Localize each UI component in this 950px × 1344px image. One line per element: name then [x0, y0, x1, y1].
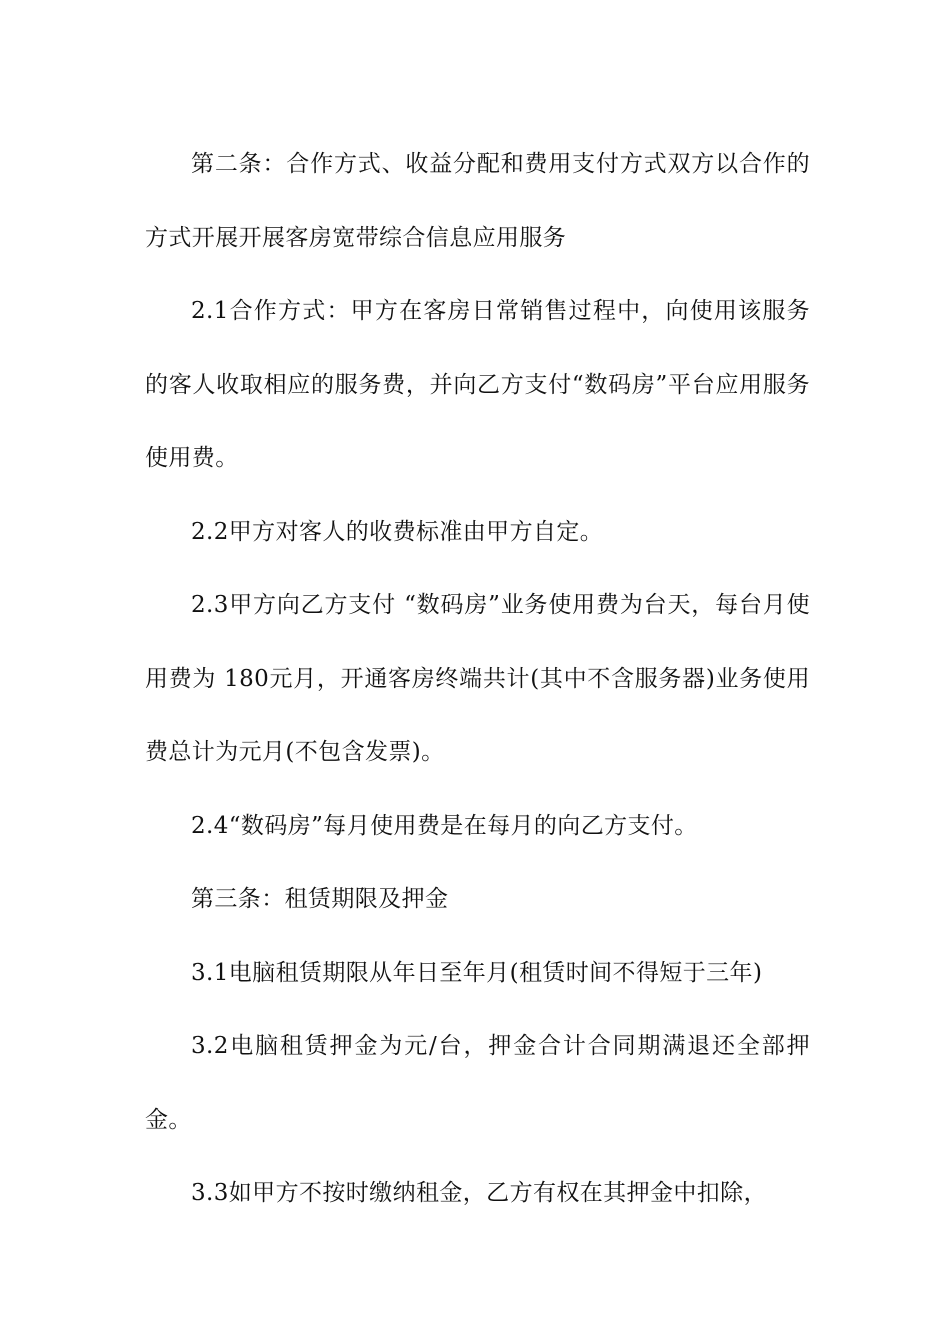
- paragraph-3-1: 3.1电脑租赁期限从年日至年月(租赁时间不得短于三年): [191, 959, 763, 986]
- paragraph-2-4: 2.4“数码房”每月使用费是在每月的向乙方支付。: [191, 812, 698, 839]
- document-body: [145, 128, 810, 1231]
- paragraph-3-2: 3.2电脑租赁押金为元/台，押金合计合同期满退还全部押金。: [145, 1033, 810, 1133]
- paragraph-2-3: 2.3甲方向乙方支付 “数码房”业务使用费为台天，每台月使用费为 180元月，开通客房终端共计(其中不含服务器)业务使用费总计为元月(不包含发票)。: [145, 592, 810, 765]
- paragraph-article-3-heading: 第三条：租赁期限及押金: [191, 886, 449, 912]
- paragraph-2-1: 2.1合作方式：甲方在客房日常销售过程中，向使用该服务的客人收取相应的服务费，并向乙方支付“数码房”平台应用服务使用费。: [145, 298, 810, 471]
- paragraph-2-2: 2.2甲方对客人的收费标准由甲方自定。: [191, 518, 604, 545]
- paragraph-3-3: 3.3如甲方不按时缴纳租金，乙方有权在其押金中扣除，: [191, 1180, 767, 1206]
- paragraph-article-2-heading: 第二条：合作方式、收益分配和费用支付方式双方以合作的方式开展开展客房宽带综合信息应用服务: [145, 151, 810, 251]
